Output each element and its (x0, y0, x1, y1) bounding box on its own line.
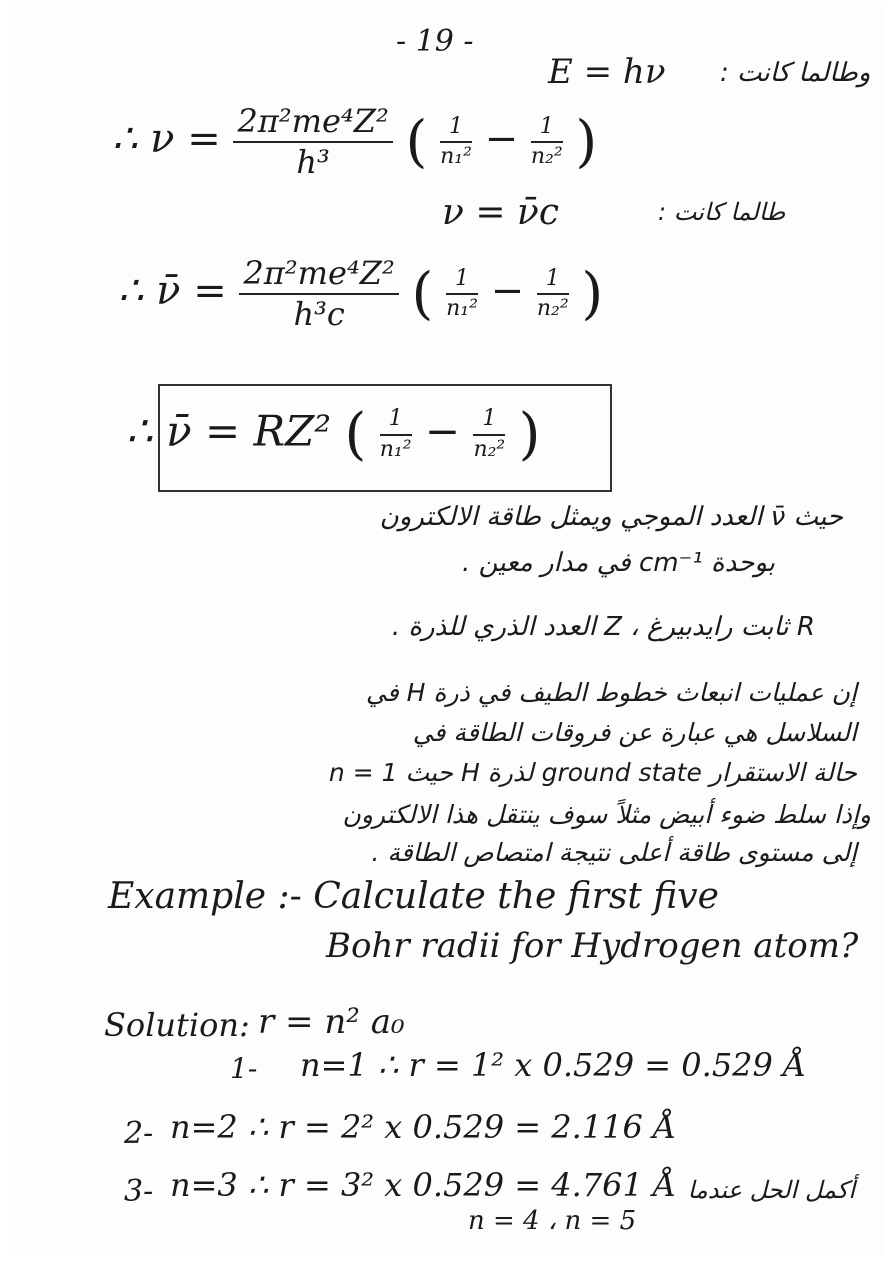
eq1-denominator: h³ (296, 143, 330, 182)
example-line-1: Example :- Calculate the first five (108, 876, 719, 917)
arabic-line-7: وإذا سلط ضوء أبيض مثلاً سوف ينتقل هذا الالكترون (342, 800, 871, 829)
eq1-term-a (440, 115, 472, 169)
eq2-term-a-num: 1 (446, 267, 478, 295)
eq1-numerator: 2π²me⁴Z² (233, 104, 392, 143)
eq1-term-b-num: 1 (531, 115, 563, 143)
eq1-main-fraction (233, 104, 392, 180)
equation-wavenumber: ∴ ν̄ = $\frac{\text{2π²me⁴Z²}}{\text{h³c}}$ ( $\frac{1}{\text{n₁²}}$ − $\frac{1}{\text{n₂²}}$ ) (118, 254, 604, 334)
eq2-term-b-den: n₂² (536, 296, 569, 322)
eq1-term-b (531, 115, 563, 169)
eq3-term-a (380, 407, 412, 461)
page-number: - 19 - (396, 24, 474, 59)
header-arabic: وطالما كانت : (720, 58, 871, 88)
arabic-line-6: حالة الاستقرار ground state لذرة H حيث n = 1 (328, 758, 857, 787)
step-2-text: n=2 ∴ r = 2² x 0.529 = 2.116 Å (170, 1108, 677, 1146)
solution-formula: r = n² a₀ (258, 1002, 405, 1042)
step-1-number: 1- (230, 1052, 258, 1085)
example-line-2: Bohr radii for Hydrogen atom? (326, 926, 859, 966)
eq2-term-b (537, 267, 569, 321)
eq1-term-a-den: n₁² (440, 144, 472, 170)
footer-values: n = 4 ، n = 5 (468, 1206, 637, 1236)
handwritten-page (8, 6, 885, 1256)
step-3-text: n=3 ∴ r = 3² x 0.529 = 4.761 Å (170, 1166, 677, 1204)
arabic-line-8: إلى مستوى طاقة أعلى نتيجة امتصاص الطاقة . (371, 838, 857, 867)
eq2-term-a (446, 267, 478, 321)
arabic-line-2: بوحدة cm⁻¹ في مدار معين . (462, 548, 775, 578)
step-3-number: 3- (124, 1174, 154, 1209)
eq1-term-a-num: 1 (440, 115, 472, 143)
eq3-term-b-num: 1 (473, 407, 505, 435)
eq2-term-b-num: 1 (537, 267, 569, 295)
footer-arabic: أكمل الحل عندما (687, 1176, 855, 1204)
eq1-term-b-den: n₂² (530, 144, 563, 170)
eq2-term-a-den: n₁² (446, 296, 478, 322)
eq3-lhs: ∴ ν̄ = RZ² (126, 406, 332, 456)
arabic-line-4: إن عمليات انبعاث خطوط الطيف في ذرة H في (365, 678, 857, 707)
mid-equation: ν = ν̄c (442, 192, 559, 233)
arabic-line-3: R ثابت رايدبيرغ ، Z العدد الذري للذرة . (391, 612, 815, 642)
eq2-main-fraction (239, 256, 398, 332)
solution-label: Solution: (104, 1006, 250, 1044)
step-1-text: n=1 ∴ r = 1² x 0.529 = 0.529 Å (300, 1046, 807, 1084)
equation-frequency: ∴ ν = $\frac{\text{2π²me⁴Z²}}{\text{h³}}$ ( $\frac{1}{\text{n₁²}}$ − $\frac{1}{\text{n₂²}}$ ) (112, 102, 598, 182)
step-2-number: 2- (124, 1116, 154, 1151)
eq2-lhs: ∴ ν̄ = (118, 268, 227, 315)
eq3-term-a-den: n₁² (379, 436, 412, 462)
arabic-line-5: السلاسل هي عبارة عن فروقات الطاقة في (412, 718, 857, 747)
eq2-numerator: 2π²me⁴Z² (239, 256, 398, 295)
eq3-term-a-num: 1 (380, 407, 412, 435)
eq1-lhs: ∴ ν = (112, 116, 221, 163)
header-equation: E = hν (548, 52, 666, 92)
eq2-denominator: h³c (293, 295, 345, 334)
eq3-term-b (473, 407, 505, 461)
rydberg-equation: ∴ ν̄ = RZ² ( $\frac{1}{\text{n₁²}}$ − $\frac{1}{\text{n₂²}}$ ) (126, 402, 541, 467)
mid-arabic: طالما كانت : (658, 198, 786, 226)
eq3-term-b-den: n₂² (473, 436, 506, 462)
arabic-line-1: حيث ν̄ العدد الموجي ويمثل طاقة الالكترون (379, 502, 843, 532)
